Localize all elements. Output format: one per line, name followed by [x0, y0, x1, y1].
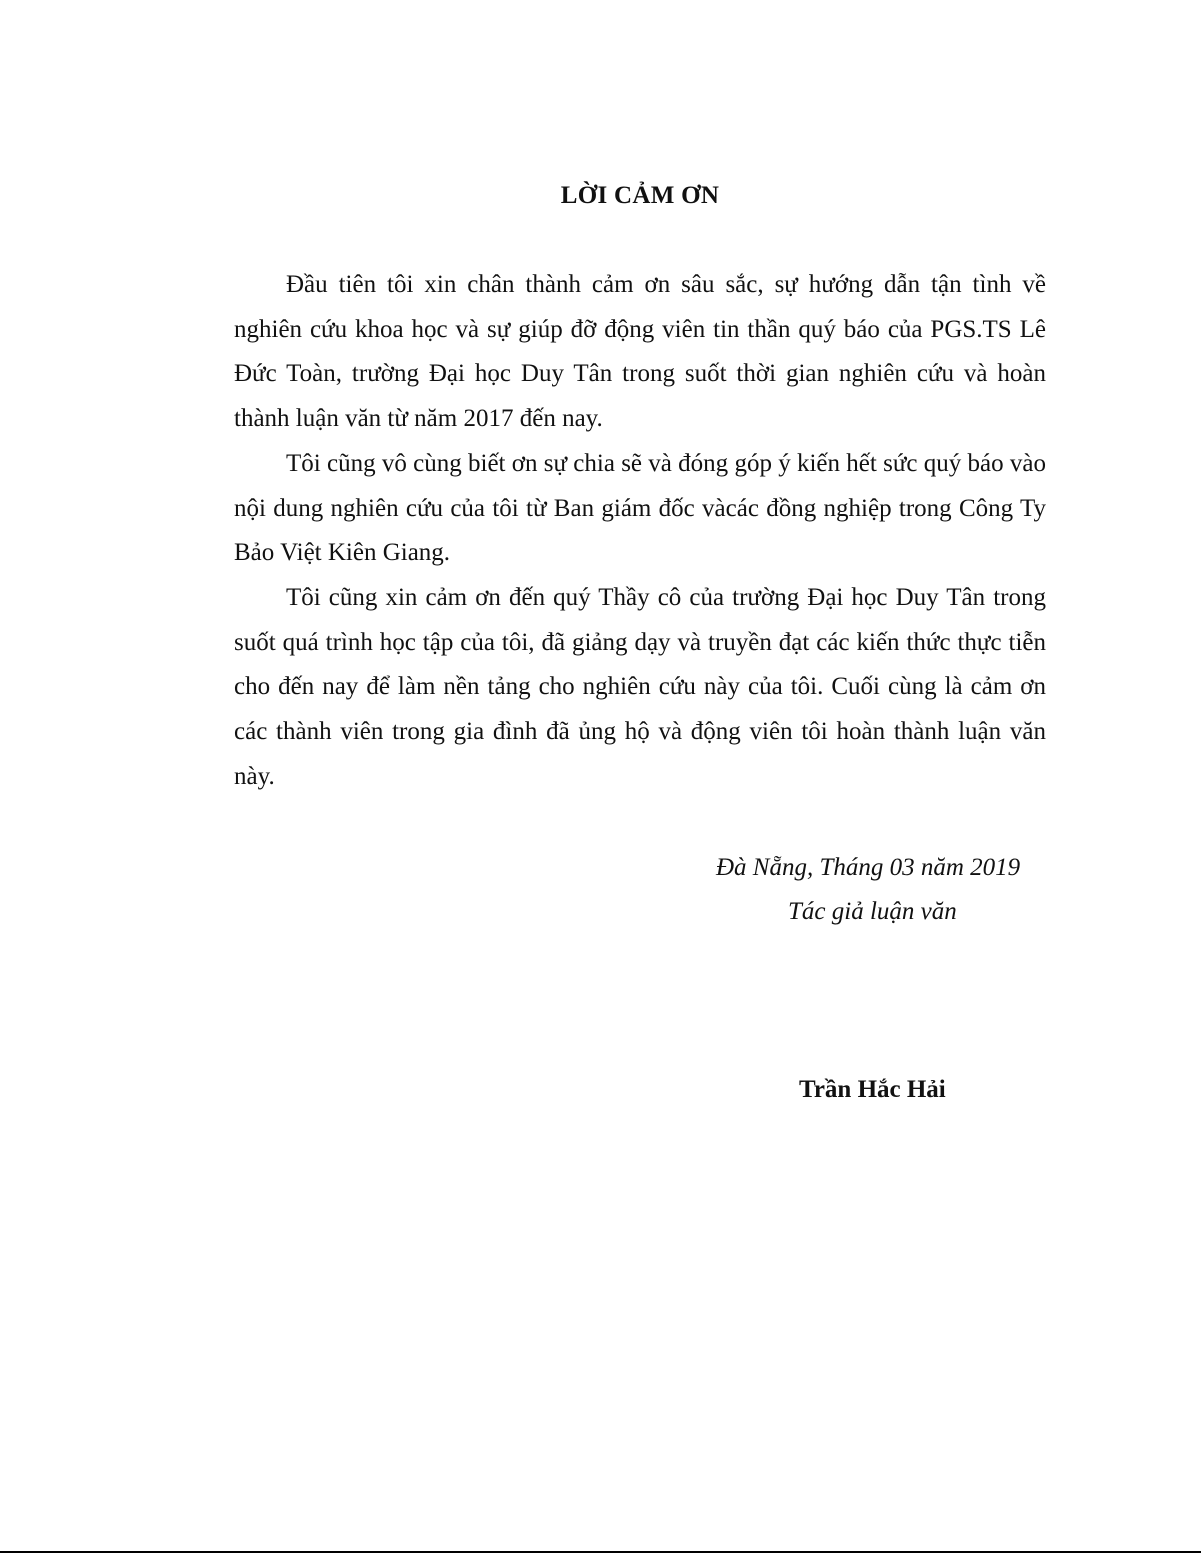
page-title: LỜI CẢM ƠN	[560, 182, 720, 209]
paragraph-1: Đầu tiên tôi xin chân thành cảm ơn sâu sắc, sự hướng dẫn tận tình về nghiên cứu khoa học và sự giúp đỡ động viên tin thần quý báo của PGS.TS Lê Đức Toàn, trường Đại học Duy Tân trong suốt thời gian nghiên cứu và hoàn thành luận văn từ năm 2017 đến nay.	[234, 271, 1046, 433]
acknowledgement-body	[234, 263, 1046, 799]
bottom-edge-line	[0, 1551, 1201, 1553]
paragraph-2: Tôi cũng vô cùng biết ơn sự chia sẽ và đóng góp ý kiến hết sức quý báo vào nội dung nghiên cứu của tôi từ Ban giám đốc vàcác đồng nghiệp trong Công Ty Bảo Việt Kiên Giang.	[234, 449, 1046, 567]
signature-role: Tác giả luận văn	[788, 898, 957, 925]
signature-place-date: Đà Nẵng, Tháng 03 năm 2019	[716, 854, 1021, 881]
author-name: Trần Hắc Hải	[799, 1076, 946, 1103]
paragraph-3: Tôi cũng xin cảm ơn đến quý Thầy cô của trường Đại học Duy Tân trong suốt quá trình học tập của tôi, đã giảng dạy và truyền đạt các kiến thức thực tiễn cho đến nay để làm nền tảng cho nghiên cứu này của tôi. Cuối cùng là cảm ơn các thành viên trong gia đình đã ủng hộ và động viên tôi hoàn thành luận văn này.	[234, 583, 1046, 790]
